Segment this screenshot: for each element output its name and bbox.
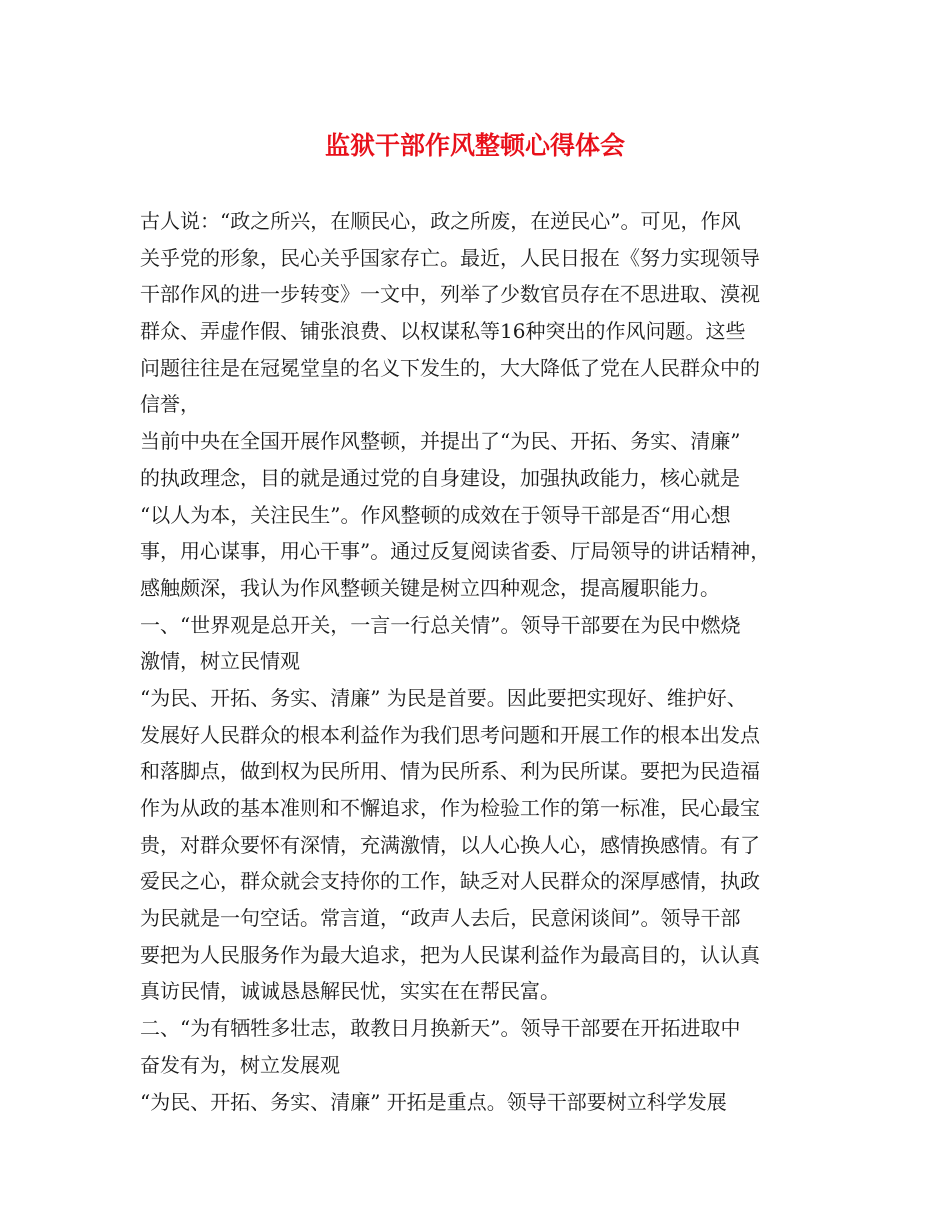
body-line-8: 的执政理念，目的就是通过党的自身建设，加强执政能力，核心就是 [140,465,740,490]
body-line-4: 群众、弄虚作假、铺张浪费、以权谋私等16种突出的作风问题。这些 [140,319,746,344]
document-title: 监狱干部作风整顿心得体会 [324,131,625,160]
body-line-10: 事，用心谋事，用心干事”。通过反复阅读省委、厅局领导的讲话精神， [140,539,771,564]
body-line-19: 爱民之心，群众就会支持你的工作，缺乏对人民群众的深厚感情，执政 [140,869,760,894]
body-line-16: 和落脚点，做到权为民所用、情为民所系、利为民所谋。要把为民造福 [140,759,760,784]
body-line-5: 问题往往是在冠冕堂皇的名义下发生的，大大降低了党在人民群众中的 [140,355,760,380]
body-line-25: “为民、开拓、务实、清廉” 开拓是重点。领导干部要树立科学发展 [140,1089,727,1114]
body-line-12: 一、“世界观是总开关，一言一行总关情”。领导干部要在为民中燃烧 [140,612,741,637]
body-line-23: 二、“为有牺牲多壮志，敢教日月换新天”。领导干部要在开拓进取中 [140,1016,741,1041]
body-line-6: 信誉， [140,392,200,417]
document-body [140,203,816,1120]
body-line-17: 作为从政的基本准则和不懈追求，作为检验工作的第一标准，民心最宝 [140,796,760,820]
body-line-24: 奋发有为，树立发展观 [140,1052,340,1077]
body-line-18: 贵，对群众要怀有深情，充满激情，以人心换人心，感情换感情。有了 [140,832,760,857]
body-line-3: 干部作风的进一步转变》一文中，列举了少数官员存在不思进取、漠视 [140,282,760,307]
body-line-13: 激情，树立民情观 [140,649,300,674]
body-line-9: “以人为本，关注民生”。作风整顿的成效在于领导干部是否“用心想 [140,502,731,527]
body-line-1: 古人说：“政之所兴，在顺民心，政之所废，在逆民心”。可见，作风 [140,209,741,233]
body-line-22: 真访民情，诚诚恳恳解民忧，实实在在帮民富。 [140,979,560,1004]
body-line-14: “为民、开拓、务实、清廉” 为民是首要。因此要把实现好、维护好、 [140,685,747,710]
body-line-15: 发展好人民群众的根本利益作为我们思考问题和开展工作的根本出发点 [140,722,760,747]
body-line-2: 关乎党的形象，民心关乎国家存亡。最近，人民日报在《努力实现领导 [140,245,760,270]
body-line-7: 当前中央在全国开展作风整顿，并提出了“为民、开拓、务实、清廉” [140,429,741,454]
body-line-20: 为民就是一句空话。常言道，“政声人去后，民意闲谈间”。领导干部 [140,906,741,931]
body-line-21: 要把为人民服务作为最大追求，把为人民谋利益作为最高目的，认认真 [140,942,760,967]
body-line-11: 感触颇深，我认为作风整顿关键是树立四种观念，提高履职能力。 [140,575,720,600]
